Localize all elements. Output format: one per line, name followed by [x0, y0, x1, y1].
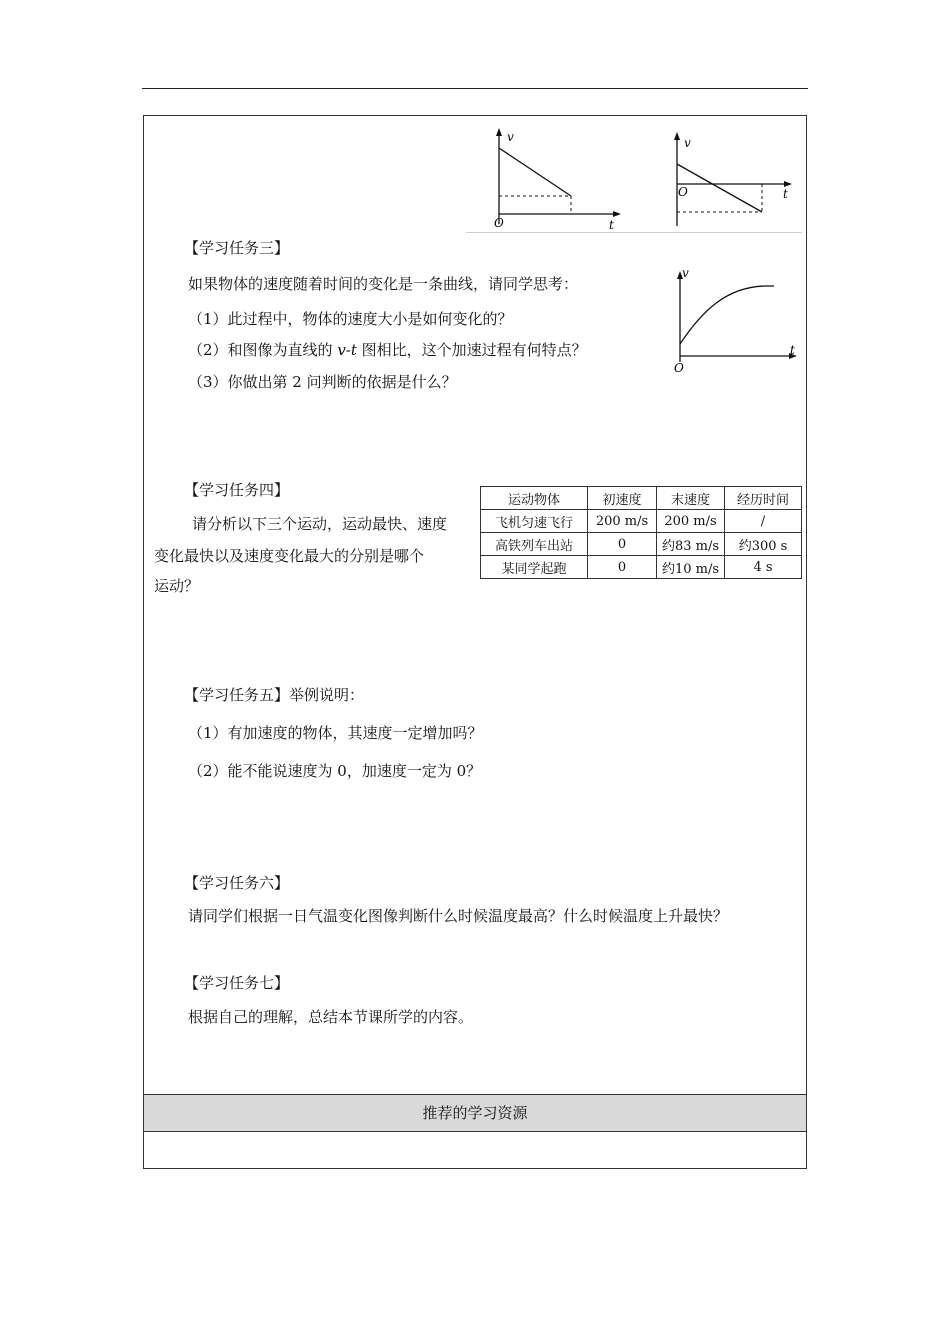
table-cell: 飞机匀速飞行	[481, 510, 588, 533]
resources-header: 推荐的学习资源	[144, 1094, 806, 1132]
task5-q2: （2）能不能说速度为 0，加速度一定为 0？	[188, 762, 482, 780]
task6-text: 请同学们根据一日气温变化图像判断什么时候温度最高？什么时候温度上升最快？	[188, 907, 729, 925]
task7-title: 【学习任务七】	[184, 974, 290, 992]
table-row	[481, 510, 802, 533]
task3-intro: 如果物体的速度随着时间的变化是一条曲线，请同学思考：	[188, 275, 579, 293]
vt-graph-decreasing	[479, 126, 629, 236]
table-cell: 200 m/s	[588, 510, 657, 533]
task3-title: 【学习任务三】	[184, 239, 290, 257]
table-header-row	[481, 487, 802, 510]
graph3-t-label: t	[790, 343, 795, 357]
graph1-o-label: O	[494, 216, 504, 230]
table-header-cell: 经历时间	[725, 487, 802, 510]
motion-table	[480, 486, 802, 579]
table-row	[481, 556, 802, 579]
graph1-t-label: t	[609, 218, 614, 232]
table-cell: 某同学起跑	[481, 556, 588, 579]
vt-graph-curve	[672, 266, 806, 376]
table-cell: 高铁列车出站	[481, 533, 588, 556]
task3-q2: （2）和图像为直线的 v-t 图相比，这个加速过程有何特点？	[188, 341, 587, 359]
table-cell: 0	[588, 533, 657, 556]
table-cell: /	[725, 510, 802, 533]
table-header-cell: 运动物体	[481, 487, 588, 510]
graph3-v-label: v	[682, 266, 689, 280]
table-cell: 200 m/s	[657, 510, 725, 533]
graph2-o-label: O	[678, 185, 688, 199]
graph3-o-label: O	[674, 361, 684, 375]
graph-divider	[466, 232, 802, 233]
task3-q3: （3）你做出第 2 问判断的依据是什么？	[188, 373, 457, 391]
table-cell: 4 s	[725, 556, 802, 579]
task5-q1: （1）有加速度的物体，其速度一定增加吗？	[188, 724, 483, 742]
task5-title: 【学习任务五】举例说明：	[184, 686, 365, 704]
task4-line1: 请分析以下三个运动，运动最快、速度	[192, 515, 448, 533]
table-row	[481, 533, 802, 556]
vt-graph-crossing	[662, 130, 807, 232]
task6-title: 【学习任务六】	[184, 874, 290, 892]
table-header-cell: 末速度	[657, 487, 725, 510]
table-header-cell: 初速度	[588, 487, 657, 510]
task3-q2-vt: v-t	[337, 341, 357, 359]
page-top-rule	[142, 88, 808, 89]
table-cell: 约10 m/s	[657, 556, 725, 579]
task7-text: 根据自己的理解，总结本节课所学的内容。	[188, 1008, 474, 1026]
table-cell: 约300 s	[725, 533, 802, 556]
task4-line3: 运动？	[154, 577, 200, 595]
table-cell: 0	[588, 556, 657, 579]
table-cell: 约83 m/s	[657, 533, 725, 556]
task4-title: 【学习任务四】	[184, 481, 290, 499]
content-box	[143, 115, 807, 1169]
graph1-v-label: v	[507, 130, 514, 144]
graph2-t-label: t	[783, 187, 788, 201]
task3-q1: （1）此过程中，物体的速度大小是如何变化的？	[188, 310, 513, 328]
task4-line2: 变化最快以及速度变化最大的分别是哪个	[154, 547, 425, 565]
graph2-v-label: v	[684, 136, 691, 150]
